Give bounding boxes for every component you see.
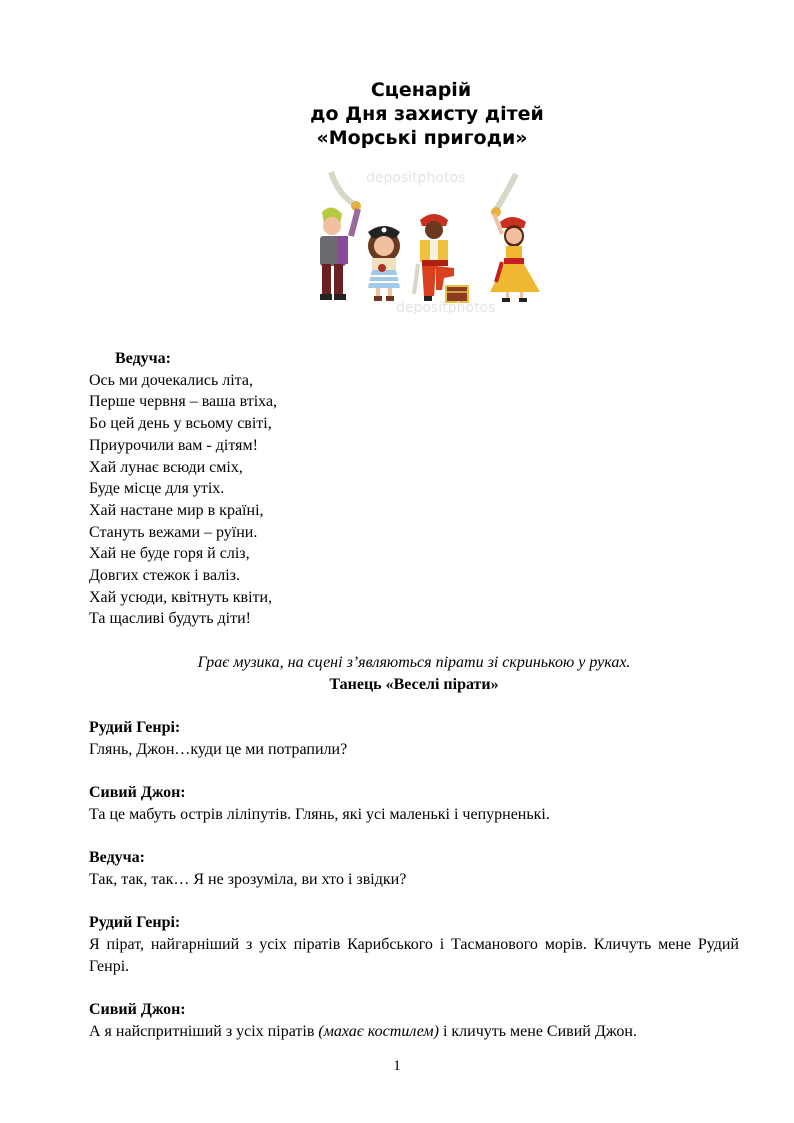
document-title — [0, 78, 794, 150]
pirate-girl-figure — [368, 226, 400, 301]
poem-line: Хай лунає всюди сміх, — [89, 458, 243, 476]
poem-line: Перше червня – ваша втіха, — [89, 393, 278, 411]
stage-direction: Грає музика, на сцені з’являються пірати зі скринькою у руках. — [197, 653, 631, 671]
speaker-label: Рудий Генрі: — [89, 914, 181, 932]
dialogue-text: Та це мабуть острів ліліпутів. Глянь, які усі маленькі і чепурненькі. — [89, 805, 550, 823]
poem-line: Хай настане мир в країні, — [89, 501, 264, 519]
poem-line: Хай не буде горя й сліз, — [89, 545, 250, 563]
dance-title: Танець «Веселі пірати» — [329, 675, 499, 693]
dialogue-entry — [89, 847, 739, 890]
pirate-girl-sword-figure — [490, 174, 540, 302]
pirate-boy-chest-figure — [414, 214, 468, 302]
watermark-text: depositphotos — [366, 170, 466, 186]
dialogue-text: Я пірат, найгарніший з усіх піратів Карибського і Тасманового морів. Кличуть мене Рудий Генрі. — [89, 935, 739, 975]
poem-line: Стануть вежами – руїни. — [89, 523, 258, 541]
speaker-label: Ведуча: — [89, 849, 146, 867]
dialogue-text-part: А я найспритніший з усіх піратів — [89, 1022, 319, 1040]
dialogue-entry — [89, 782, 739, 825]
poem-line: Хай усюди, квітнуть квіти, — [89, 588, 273, 606]
title-line-2: до Дня захисту дітей — [310, 103, 544, 125]
poem-line: Та щасливі будуть діти! — [89, 610, 251, 628]
dialogue-text: Так, так, так… Я не зрозуміла, ви хто і звідки? — [89, 870, 407, 888]
dialogue-entry — [89, 912, 739, 977]
poem-line: Буде місце для утіх. — [89, 480, 225, 498]
speaker-label: Ведуча: — [115, 350, 172, 367]
dialogue-text: Глянь, Джон…куди це ми потрапили? — [89, 740, 348, 758]
title-line-1: Сценарій — [370, 79, 472, 101]
watermark-text-2: depositphotos — [396, 300, 496, 314]
dialogue-text — [89, 1021, 739, 1043]
dialogue-entry — [89, 717, 739, 760]
dialogue-entry — [89, 999, 739, 1042]
speaker-label: Сивий Джон: — [89, 1001, 186, 1018]
poem-line: Приурочили вам - дітям! — [89, 436, 258, 454]
poem-line: Ось ми дочекались літа, — [89, 371, 253, 389]
page-number: 1 — [393, 1058, 401, 1074]
stage-remark: (махає костилем) — [318, 1022, 439, 1040]
poem-line: Довгих стежок і валіз. — [89, 567, 240, 585]
speaker-label: Рудий Генрі: — [89, 718, 181, 736]
script-body — [89, 348, 739, 1042]
dialogue-text-part: і кличуть мене Сивий Джон. — [438, 1022, 637, 1040]
poem — [89, 370, 739, 630]
pirate-boy-figure — [320, 172, 361, 300]
pirate-children-illustration-icon — [296, 164, 554, 314]
speaker-label: Сивий Джон: — [89, 784, 186, 802]
poem-line: Бо цей день у всьому світі, — [89, 415, 272, 433]
title-line-3: «Морські пригоди» — [316, 127, 528, 149]
